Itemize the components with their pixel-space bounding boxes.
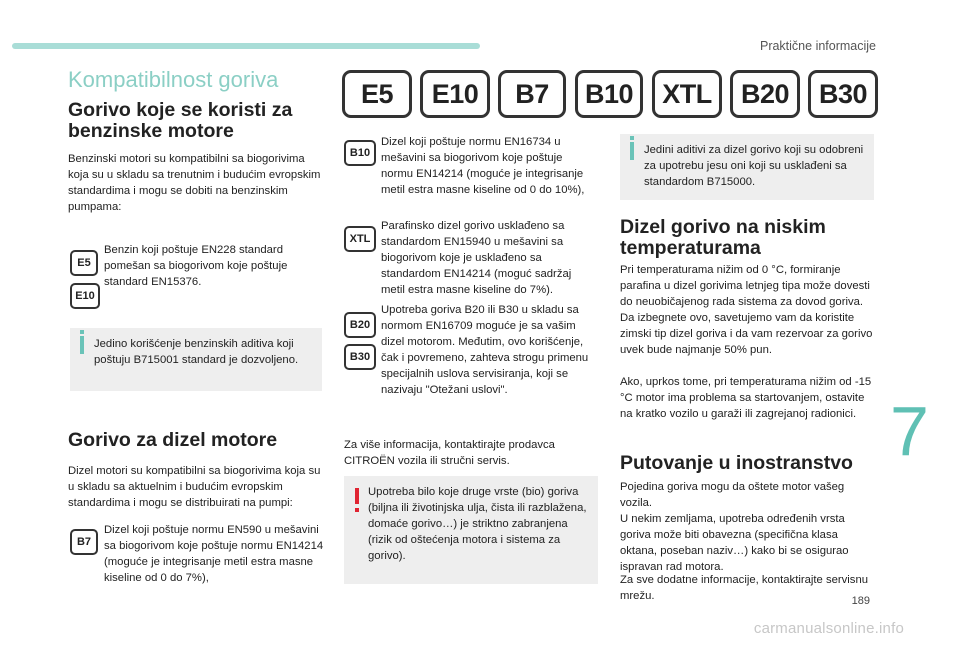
xtl-text: Parafinsko dizel gorivo usklađeno sa standardom EN15940 u mešavini sa biogorivom koje je usklađeno sa standardom EN14214 (moguć sadržaj metil estra masne kiseline do 7%). — [381, 220, 572, 296]
chapter-number: 7 — [890, 392, 929, 470]
fuel-label-e5: E5 — [342, 70, 412, 118]
fuel-label-xtl: XTL — [652, 70, 722, 118]
b10-text: Dizel koji poštuje normu EN16734 u mešavini sa biogorivom koje poštuje normu EN14214 (moguće je integrisanje metil estra masne kiseline od 0 do 10%), — [381, 136, 585, 196]
label-e5: E5 — [70, 250, 98, 276]
warning-icon — [355, 488, 359, 504]
label-b7: B7 — [70, 529, 98, 555]
cold-heading: Dizel gorivo na niskim temperaturama — [620, 216, 826, 259]
warning-box — [344, 476, 598, 584]
header-bar — [12, 43, 480, 49]
cold-text-1: Pri temperaturama nižim od 0 °C, formiranje parafina u dizel gorivima letnjeg tipa može dovesti do neuobičajenog rada sistema za dovod goriva. Da izbegnete ovo, savetujemo vam da koristite zimski tip dizel goriva i da vam rezervoar za gorivo uvek bude najmanje 50% pun. — [620, 264, 873, 356]
page-title: Kompatibilnost goriva — [68, 67, 279, 92]
abroad-heading: Putovanje u inostranstvo — [620, 452, 853, 474]
watermark: carmanualsonline.info — [753, 620, 904, 637]
abroad-text-2: U nekim zemljama, upotreba određenih vrsta goriva može biti obavezna (specifična klasa oktana, poseban naziv…) kako bi se osigurao ispravan rad motora. — [620, 513, 849, 573]
diesel-additive-info-text: Jedini aditivi za dizel gorivo koji su odobreni za upotrebu jesu oni koji su usklađeni sa standardom B715000. — [644, 144, 864, 188]
label-b30: B30 — [344, 344, 376, 370]
section-title: Praktične informacije — [759, 39, 876, 53]
fuel-label-b30: B30 — [808, 70, 878, 118]
b7-text: Dizel koji poštuje normu EN590 u mešavini sa biogorivom koje poštuje normu EN14214 (moguće je integrisanje metil estra masne kiseline od 0 do 7%), — [104, 524, 324, 584]
abroad-text-1: Pojedina goriva mogu da oštete motor vašeg vozila. — [620, 481, 845, 509]
b20-b30-text: Upotreba goriva B20 ili B30 u skladu sa normom EN16709 moguće je sa vašim dizel motorom. Međutim, ovo korišćenje, čak i povremeno, zahteva strogu primenu specijalnih uslova servisiranja, koji se nazivaju "Otežani uslovi". — [381, 304, 589, 396]
fuel-label-b10: B10 — [575, 70, 643, 118]
page-number: 189 — [851, 595, 870, 607]
petrol-item-text: Benzin koji poštuje EN228 standard pomešan sa biogorivom koje poštuje standard EN15376. — [104, 244, 288, 288]
fuel-label-e10: E10 — [420, 70, 490, 118]
label-e10: E10 — [70, 283, 100, 309]
diesel-heading: Gorivo za dizel motore — [68, 429, 278, 451]
diesel-intro: Dizel motori su kompatibilni sa biogorivima koja su u skladu sa aktuelnim i budućim evropskim standardima i mogu se distribuirati na pumpi: — [68, 465, 321, 509]
petrol-heading: Gorivo koje se koristi za benzinske motore — [68, 99, 293, 142]
label-b20: B20 — [344, 312, 376, 338]
abroad-text-3: Za sve dodatne informacije, kontaktirajte servisnu mrežu. — [620, 574, 869, 602]
fuel-label-b7: B7 — [498, 70, 566, 118]
contact-text: Za više informacija, kontaktirajte prodavca CITROËN vozila ili stručni servis. — [344, 439, 555, 467]
label-b10: B10 — [344, 140, 376, 166]
info-icon — [630, 142, 634, 160]
warning-text: Upotreba bilo koje druge vrste (bio) goriva (biljna ili životinjska ulja, čista ili razblažena, domaće gorivo…) je striktno zabranjena (rizik od oštećenja motora i sistema za gorivo). — [368, 486, 587, 562]
info-icon — [80, 336, 84, 354]
diesel-additive-info-box — [620, 134, 874, 200]
fuel-label-b20: B20 — [730, 70, 800, 118]
cold-text-2: Ako, uprkos tome, pri temperaturama nižim od -15 °C motor ima problema sa startovanjem, ostavite na kratko vozilo u garaži ili zagrejanoj radionici. — [620, 376, 872, 420]
petrol-info-text: Jedino korišćenje benzinskih aditiva koji poštuju B715001 standard je dozvoljeno. — [94, 338, 299, 366]
label-xtl: XTL — [344, 226, 376, 252]
petrol-info-box — [70, 328, 322, 391]
petrol-intro: Benzinski motori su kompatibilni sa biogorivima koja su u skladu sa trenutnim i budućim evropskim standardima i mogu se dobiti na benzinskim pumpama: — [68, 153, 321, 213]
